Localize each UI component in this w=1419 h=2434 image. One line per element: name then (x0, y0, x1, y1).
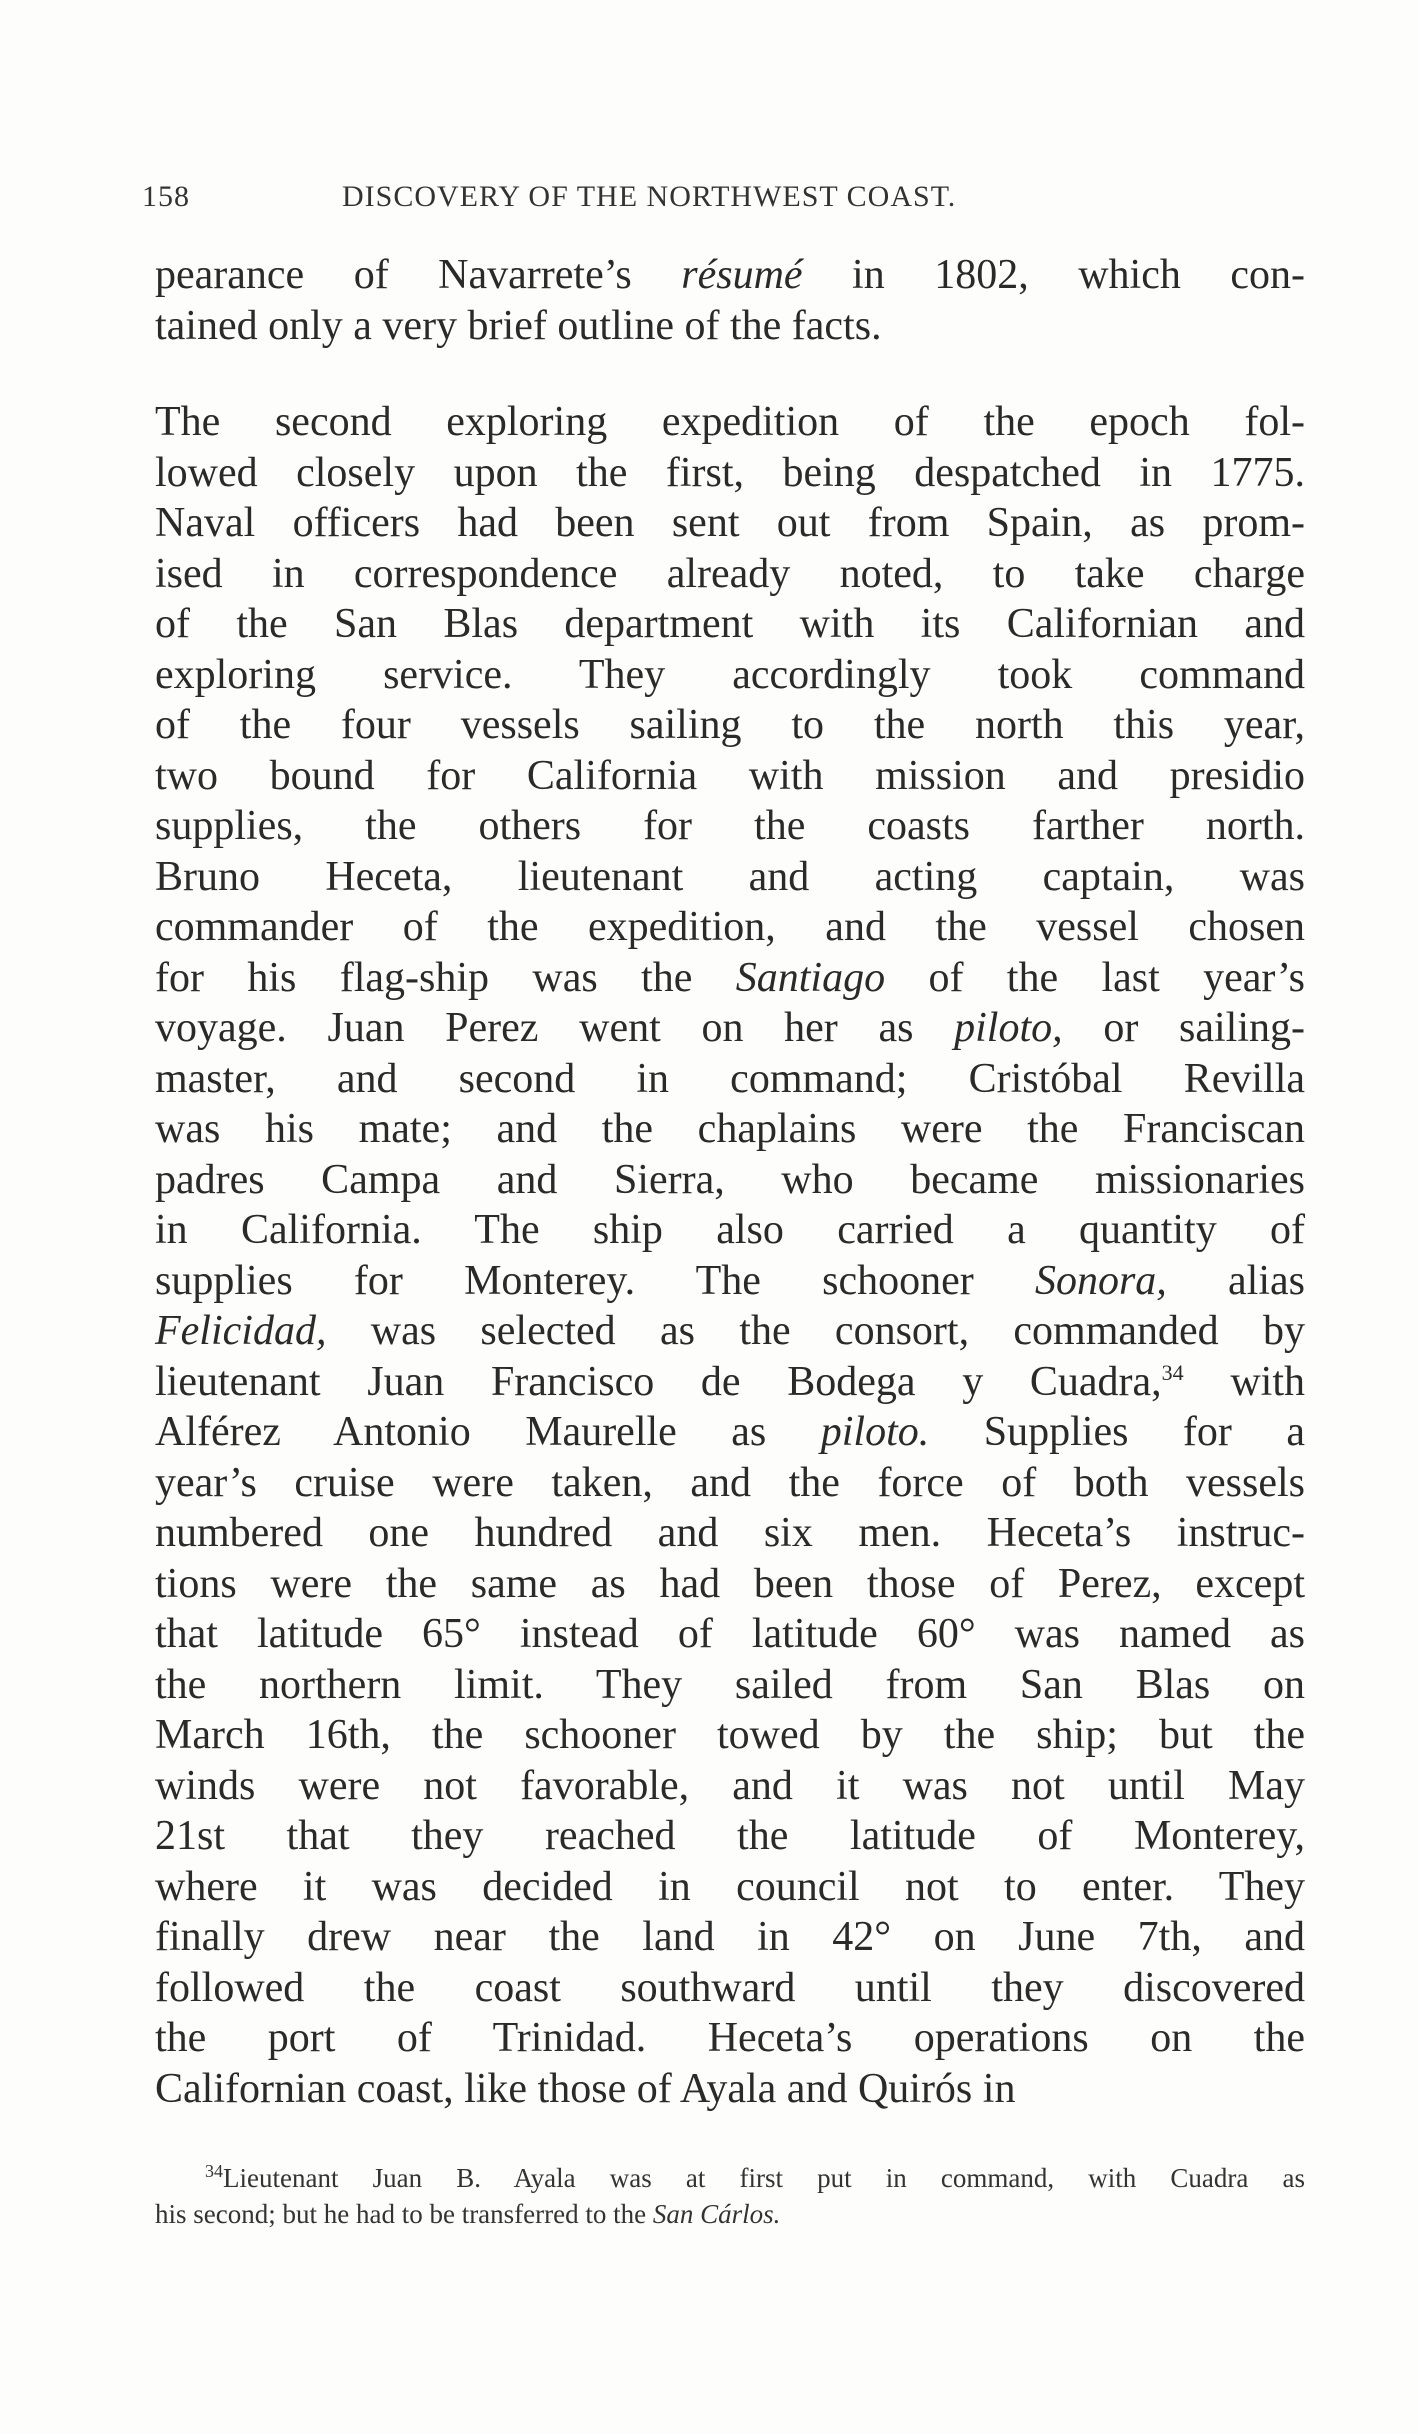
body-text (155, 250, 1305, 2114)
text-run: tained only a very brief outline of the facts. (155, 302, 882, 349)
text-run: Californian coast, like those of Ayala and Quirós in (155, 2065, 1016, 2112)
text-run: his second; but he had to be transferred to the (155, 2199, 653, 2229)
italic-text: Felicidad, (155, 1308, 327, 1354)
text-line (155, 1912, 1305, 1963)
text-run: master, and second in command; Cristóbal Revilla (155, 1055, 1305, 1102)
text-run: in California. The ship also carried a quantity of (155, 1207, 1305, 1253)
text-line (155, 397, 1305, 448)
text-run: padres Campa and Sierra, who became missionaries (155, 1156, 1305, 1203)
page-number: 158 (142, 180, 190, 213)
text-line (155, 1761, 1305, 1812)
text-run: 21st that they reached the latitude of Monterey, (155, 1813, 1305, 1859)
text-run: Naval officers had been sent out from Spain, as prom- (155, 500, 1305, 546)
text-line (155, 1205, 1305, 1256)
text-run: with (1183, 1358, 1306, 1405)
text-line (155, 650, 1305, 701)
italic-text: piloto. (820, 1409, 930, 1455)
text-run: supplies for Monterey. The schooner (155, 1257, 1035, 1304)
running-title: DISCOVERY OF THE NORTHWEST COAST. (342, 180, 957, 213)
footnote-line (155, 2160, 1305, 2196)
text-run: Supplies for a (929, 1409, 1305, 1455)
text-run: winds were not favorable, and it was not until May (155, 1762, 1305, 1809)
text-run: Bruno Heceta, lieutenant and acting captain, was (155, 853, 1305, 900)
text-line (155, 1811, 1305, 1862)
text-run: year’s cruise were taken, and the force of both vessels (155, 1459, 1305, 1506)
footnote-line (155, 2196, 1305, 2232)
text-run: numbered one hundred and six men. Heceta’s instruc- (155, 1510, 1305, 1556)
italic-text: San Cárlos. (652, 2199, 781, 2229)
text-line (155, 700, 1305, 751)
text-run: The second exploring expedition of the epoch fol- (155, 399, 1305, 445)
text-run: of the last year’s (885, 954, 1305, 1001)
text-line (155, 1256, 1305, 1307)
text-line (155, 1155, 1305, 1206)
text-run: lieutenant Juan Francisco de Bodega y Cuadra, (155, 1358, 1162, 1405)
text-line (155, 1710, 1305, 1761)
text-run: alias (1166, 1257, 1305, 1304)
text-run: Alférez Antonio Maurelle as (155, 1409, 821, 1455)
text-line (155, 1963, 1305, 2014)
text-run: the port of Trinidad. Heceta’s operations on the (155, 2015, 1305, 2061)
text-run: was his mate; and the chaplains were the Franciscan (155, 1106, 1305, 1152)
text-run: ised in correspondence already noted, to take charge (155, 550, 1305, 597)
footnote-marker: 34 (205, 2161, 223, 2181)
text-run: that latitude 65° instead of latitude 60° was named as (155, 1611, 1305, 1657)
paragraph (155, 397, 1305, 2114)
text-line (155, 1660, 1305, 1711)
text-line (155, 801, 1305, 852)
paragraph (155, 250, 1305, 351)
text-line (155, 2013, 1305, 2064)
text-line (155, 1003, 1305, 1054)
italic-text: piloto, (954, 1005, 1063, 1051)
italic-text: résumé (681, 252, 803, 298)
text-line (155, 599, 1305, 650)
text-line (155, 1609, 1305, 1660)
text-run: tions were the same as had been those of Perez, except (155, 1560, 1305, 1607)
text-line (155, 1357, 1305, 1408)
text-line (155, 301, 1305, 352)
text-run: commander of the expedition, and the vessel chosen (155, 904, 1305, 950)
text-line (155, 902, 1305, 953)
text-line (155, 2064, 1305, 2115)
text-run: two bound for California with mission and presidio (155, 752, 1305, 799)
text-line (155, 1104, 1305, 1155)
paragraph-gap (155, 351, 1305, 397)
text-run: of the San Blas department with its Californian and (155, 601, 1305, 647)
text-line (155, 1407, 1305, 1458)
footnote (155, 2160, 1305, 2232)
text-run: of the four vessels sailing to the north this year, (155, 702, 1305, 748)
text-line (155, 1306, 1305, 1357)
text-run: the northern limit. They sailed from San Blas on (155, 1661, 1305, 1708)
text-run: exploring service. They accordingly took command (155, 651, 1305, 698)
text-line (155, 1559, 1305, 1610)
text-run: where it was decided in council not to enter. They (155, 1863, 1305, 1910)
text-line (155, 751, 1305, 802)
text-run: for his flag-ship was the (155, 954, 736, 1001)
text-line (155, 953, 1305, 1004)
text-line (155, 498, 1305, 549)
italic-text: Santiago (735, 954, 886, 1001)
text-run: finally drew near the land in 42° on June 7th, and (155, 1914, 1305, 1960)
italic-text: Sonora, (1034, 1257, 1167, 1304)
text-line (155, 448, 1305, 499)
footnote-reference: 34 (1161, 1359, 1184, 1385)
text-run: March 16th, the schooner towed by the ship; but the (155, 1712, 1305, 1758)
text-line (155, 1862, 1305, 1913)
text-run: was selected as the consort, commanded by (326, 1308, 1305, 1354)
text-line (155, 1054, 1305, 1105)
text-run: pearance of Navarrete’s (155, 252, 682, 298)
text-run: supplies, the others for the coasts farther north. (155, 803, 1305, 849)
text-line (155, 1458, 1305, 1509)
text-line (155, 852, 1305, 903)
text-run: followed the coast southward until they discovered (155, 1964, 1305, 2011)
text-line (155, 549, 1305, 600)
text-run: lowed closely upon the first, being despatched in 1775. (155, 449, 1305, 496)
text-line (155, 1508, 1305, 1559)
text-run: in 1802, which con- (802, 252, 1305, 298)
text-run: or sailing- (1062, 1005, 1306, 1051)
running-head (142, 180, 1292, 220)
text-line (155, 250, 1305, 301)
text-run: Lieutenant Juan B. Ayala was at first put in command, with Cuadra as (223, 2163, 1305, 2193)
text-run: voyage. Juan Perez went on her as (155, 1005, 955, 1051)
